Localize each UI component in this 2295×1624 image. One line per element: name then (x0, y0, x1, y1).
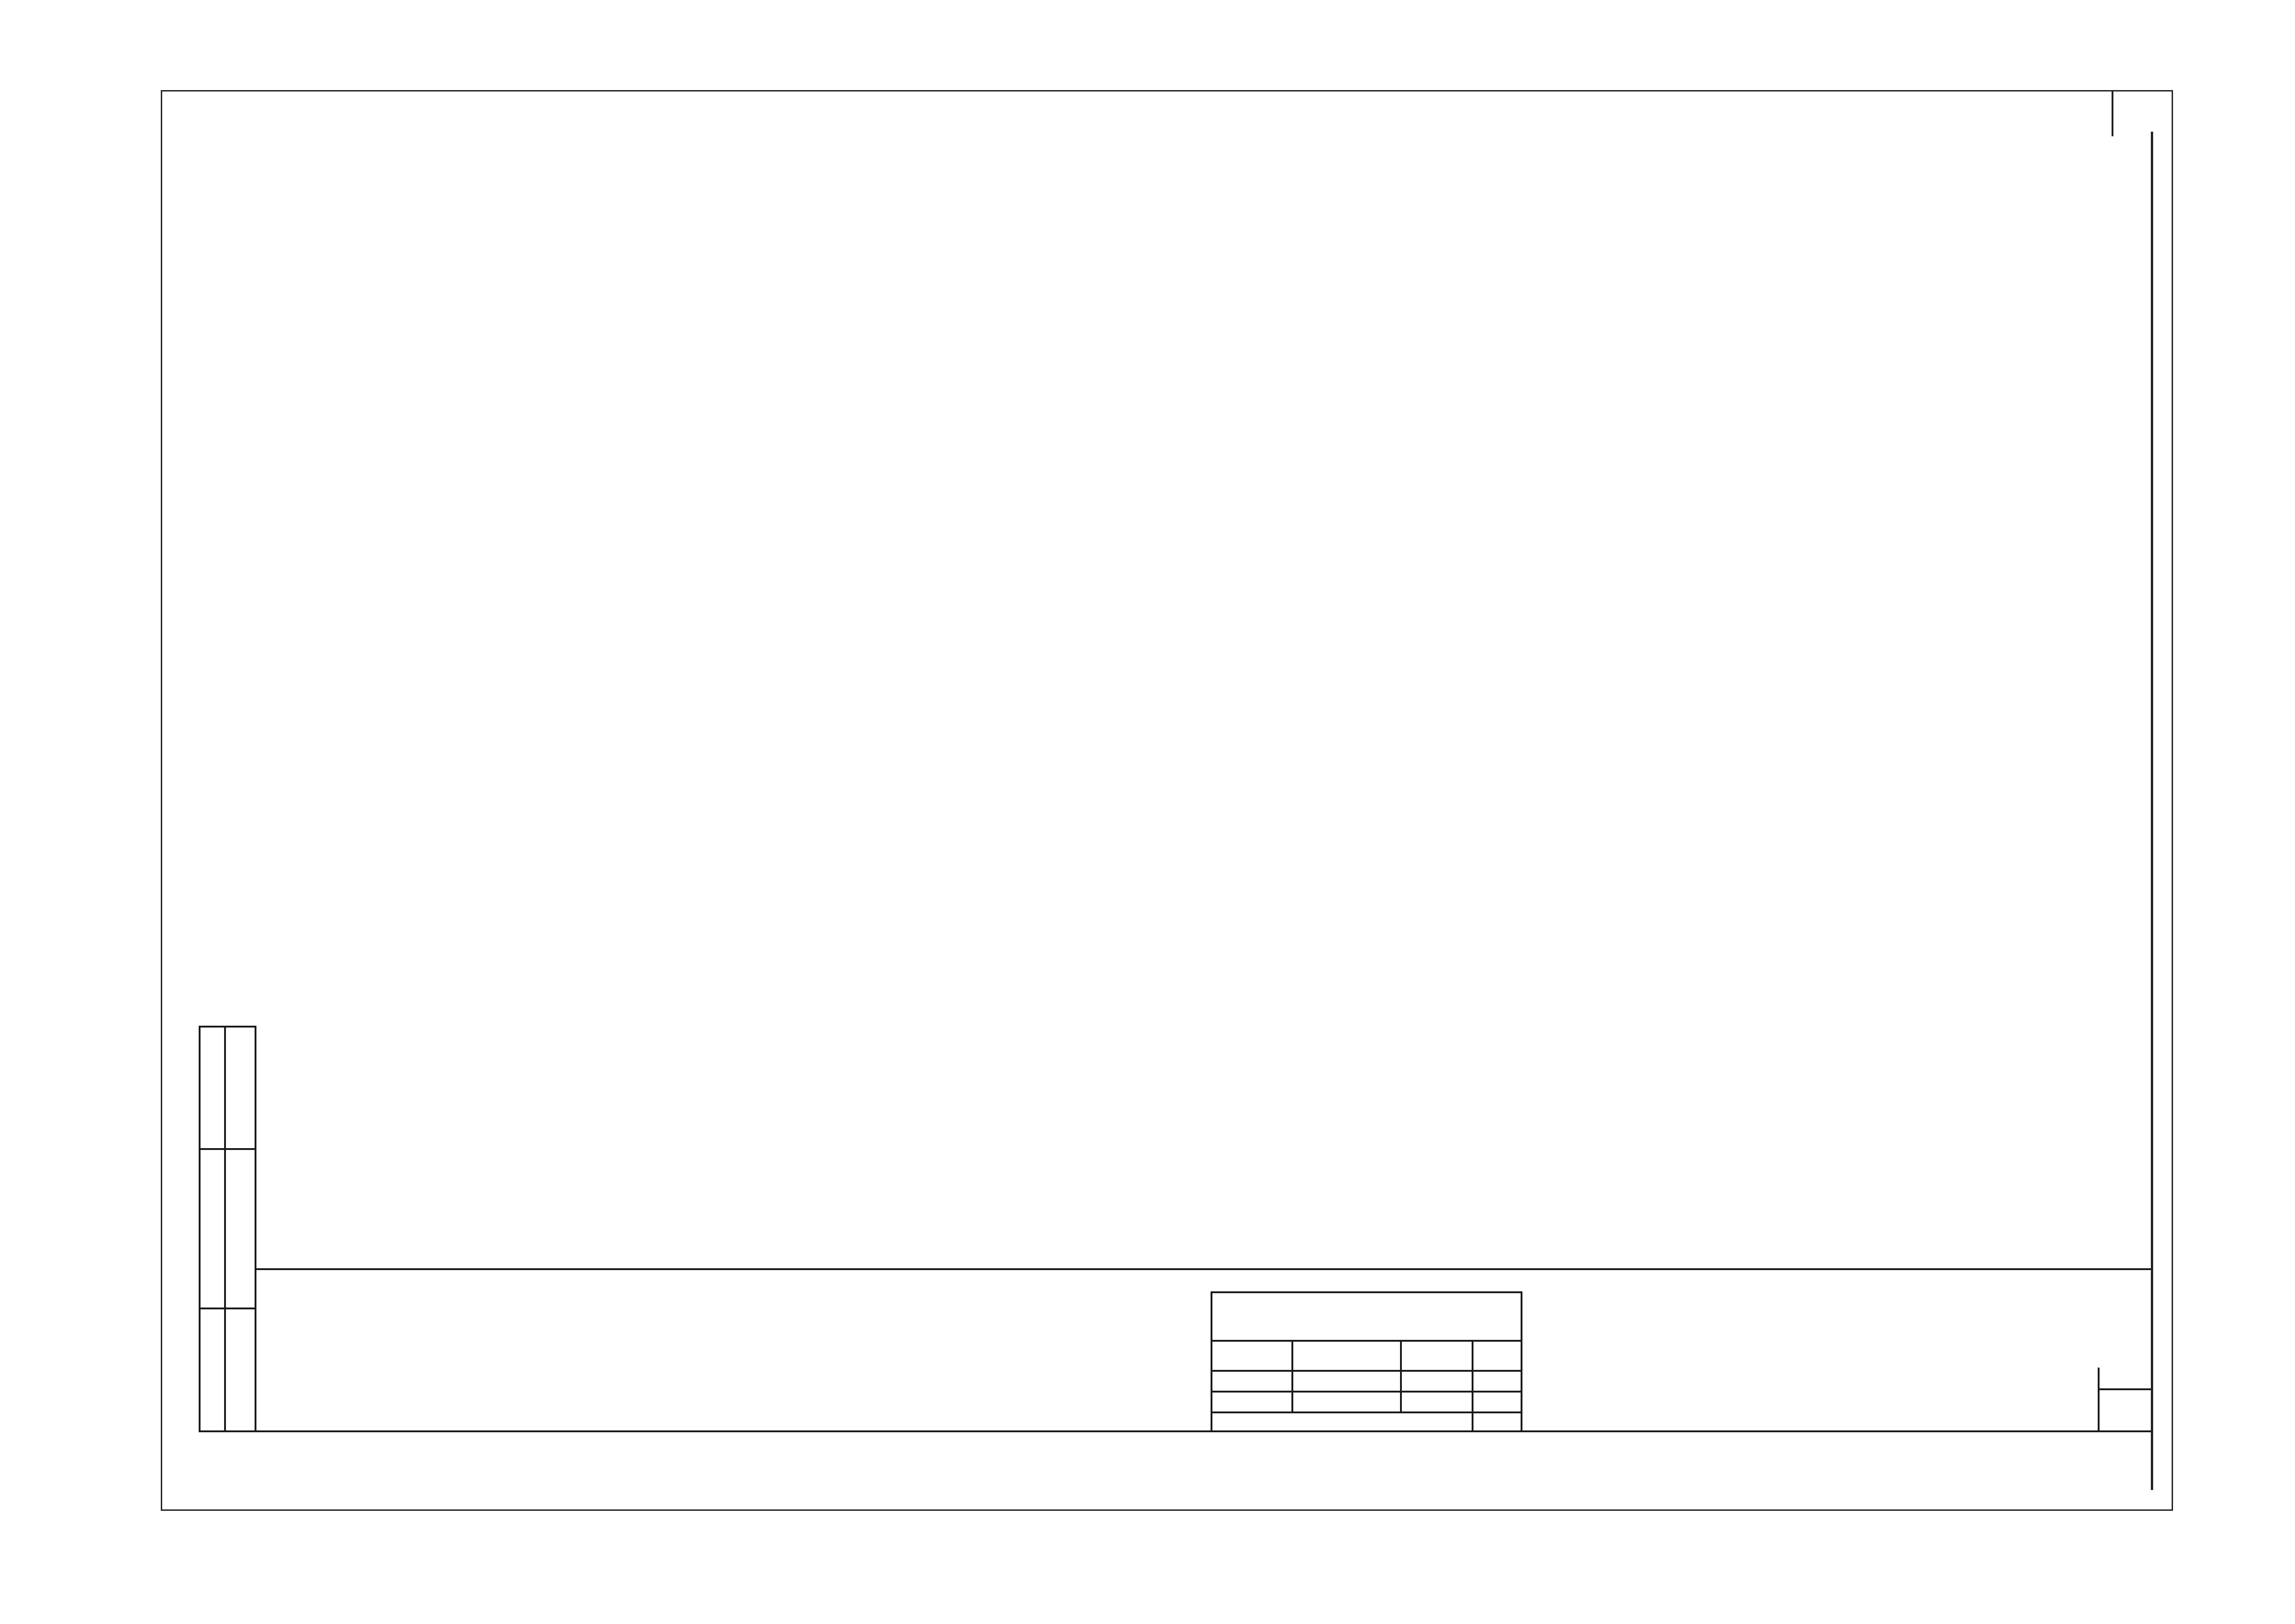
attached-vline (1400, 1340, 1402, 1411)
side-stamp-divider (224, 1026, 226, 1432)
title-block (256, 1268, 2151, 1432)
side-stamp-vzam (203, 1026, 222, 1146)
page-number-box (2112, 90, 2113, 136)
side-stamp-inv-podl (203, 1319, 222, 1425)
attached-vline (1472, 1340, 1473, 1432)
side-stamp-line (199, 1148, 256, 1150)
side-stamp-podpis (203, 1167, 222, 1291)
attached-line (1211, 1340, 1522, 1342)
attached-line (1211, 1391, 1522, 1393)
attached-vline (1291, 1340, 1293, 1411)
side-stamp-line (199, 1308, 256, 1309)
attached-line (1211, 1411, 1522, 1413)
list-box-line (2098, 1388, 2151, 1390)
attached-line (1211, 1370, 1522, 1372)
sheet-frame-right-edge (2151, 132, 2153, 1490)
list-box (2098, 1368, 2151, 1432)
